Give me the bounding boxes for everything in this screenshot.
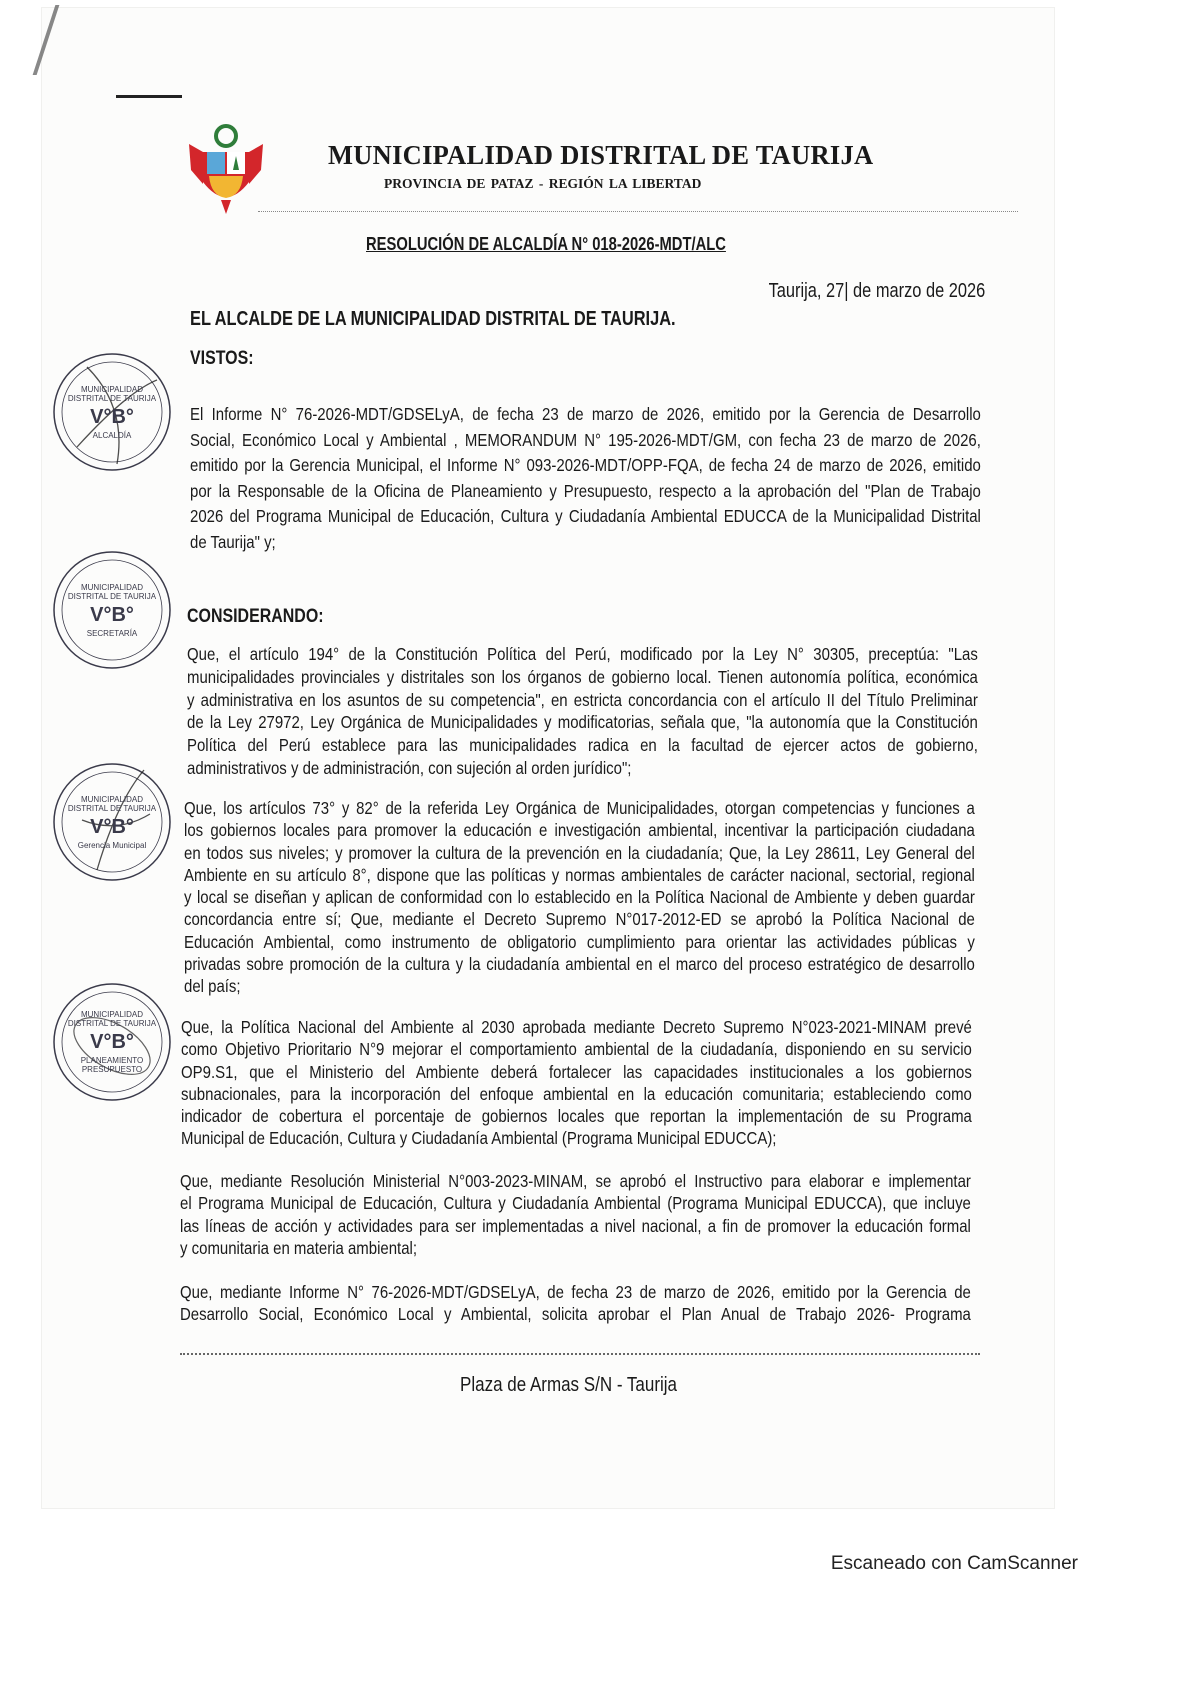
text-line: Social, Económico Local y Ambiental , MEMORANDUM N° 195-2026-MDT/GM, con fecha 23 de marzo de 2026, [190, 429, 981, 450]
considerando-paragraph-4 [180, 1170, 970, 1259]
text-line: el Programa Municipal de Educación, Cultura y Ciudadanía Ambiental (Programa Municipal EDUCCA), que incluye [180, 1193, 971, 1214]
stamp-office-label: Gerencia Municipal [77, 840, 147, 850]
vistos-heading: VISTOS: [190, 348, 254, 369]
text-line: y local se diseñan y aplican de conformidad con lo establecido en la Política Nacional de Ambiente y deben guardar [184, 887, 975, 908]
resolution-title: RESOLUCIÓN DE ALCALDÍA N° 018-2026-MDT/ALC [366, 234, 726, 254]
issuer-heading: EL ALCALDE DE LA MUNICIPALIDAD DISTRITAL DE TAURIJA. [190, 308, 676, 330]
vistos-paragraph [190, 402, 980, 555]
text-line: subnacionales, para la incorporación del enfoque ambiental en la educación comunitaria; estableciendo como [181, 1083, 972, 1104]
text-line: Municipal de Educación, Cultura y Ciudadanía Ambiental (Programa Municipal EDUCCA); [181, 1128, 777, 1149]
text-line: los gobiernos locales para promover la educación e investigación ambiental, incentivar la participación ciudadana [184, 820, 975, 841]
text-line: El Informe N° 76-2026-MDT/GDSELyA, de fecha 23 de marzo de 2026, emitido por la Gerencia de Desarrollo [190, 404, 981, 424]
text-line: Que, la Política Nacional del Ambiente al 2030 aprobada mediante Decreto Supremo N°023-2021-MINAM prevé [181, 1017, 972, 1037]
vobo-stamp-secretaria [52, 550, 172, 670]
text-line: de la Ley 27972, Ley Orgánica de Municipalidades y modificatorias, señala que, "la autonomía que la Constitución [187, 712, 978, 733]
institution-subtitle: PROVINCIA DE PATAZ - REGIÓN LA LIBERTAD [384, 176, 702, 191]
text-line: municipalidades provinciales y distritales son los órganos de gobierno local. Tienen autonomía política, económica [187, 666, 978, 687]
text-line: Que, el artículo 194° de la Constitución Política del Perú, modificado por la Ley N° 30305, preceptúa: "Las [187, 644, 978, 664]
peru-coat-of-arms-logo [185, 122, 267, 217]
document-date: Taurija, 27| de marzo de 2026 [768, 280, 985, 302]
stamp-vobo-label: V°B° [90, 1031, 134, 1053]
stamp-office-label: SECRETARÍA [86, 628, 138, 638]
footer-divider [180, 1353, 980, 1355]
considerando-paragraph-5 [180, 1281, 970, 1326]
footer-address: Plaza de Armas S/N - Taurija [460, 1374, 678, 1396]
text-line: por la Responsable de la Oficina de Planeamiento y Presupuesto, respecto a la aprobación del "Plan de Trabajo [190, 480, 981, 501]
text-line: Que, mediante Informe N° 76-2026-MDT/GDSELyA, de fecha 23 de marzo de 2026, emitido por la Gerencia de [180, 1282, 971, 1302]
text-line: las líneas de acción y actividades para ser implementadas a nivel nacional, a fin de promover la educación formal [180, 1215, 971, 1236]
text-line: de Taurija" y; [190, 531, 276, 552]
considerando-paragraph-2 [184, 797, 974, 998]
text-line: indicador de cobertura el porcentaje de gobiernos locales que reportan la implementación de su Programa [181, 1106, 972, 1127]
stamp-office-label: PLANEAMIENTO PRESUPUESTO [80, 1056, 144, 1074]
text-line: OP9.S1, que el Ministerio del Ambiente deberá fortalecer las capacidades institucionales a los gobiernos [181, 1061, 972, 1082]
header-divider [258, 211, 1018, 212]
text-line: Que, los artículos 73° y 82° de la referida Ley Orgánica de Municipalidades, otorgan competencias y funciones a [184, 798, 975, 818]
stamp-vobo-label: V°B° [90, 815, 134, 838]
text-line: en todos sus niveles; y promover la cultura de la prevención en la ciudadanía; Que, la Ley 28611, Ley General del [184, 842, 975, 863]
stamp-office-label: ALCALDÍA [92, 430, 132, 440]
text-line: como Objetivo Prioritario N°9 mejorar el comportamiento ambiental de la ciudadanía, disponiendo en su servicio [181, 1039, 972, 1060]
text-line: Ambiente en su artículo 8°, dispone que las políticas y normas ambientales de carácter nacional, sectorial, regional [184, 864, 975, 885]
stamp-vobo-label: V°B° [90, 603, 134, 626]
considerando-paragraph-3 [181, 1016, 971, 1150]
text-line: Que, mediante Resolución Ministerial N°003-2023-MINAM, se aprobó el Instructivo para elaborar e implementar [180, 1171, 971, 1191]
text-line: emitido por la Gerencia Municipal, el Informe N° 093-2026-MDT/OPP-FQA, de fecha 24 de marzo de 2026, emitido [190, 455, 981, 475]
text-line: Educación Ambiental, como instrumento de obligatorio cumplimiento para orientar las actividades públicas y [184, 931, 975, 952]
text-line: 2026 del Programa Municipal de Educación, Cultura y Ciudadanía Ambiental EDUCCA de la Municipalidad Distrital [190, 506, 981, 526]
institution-name: MUNICIPALIDAD DISTRITAL DE TAURIJA [328, 140, 874, 170]
stamp-ring-label: MUNICIPALIDAD DISTRITAL DE TAURIJA [67, 1010, 157, 1028]
pen-mark [116, 95, 182, 98]
scanner-watermark: Escaneado con CamScanner [830, 1553, 1078, 1574]
text-line: y administrativa en los asuntos de su competencia", en estricta concordancia con el artículo II del Título Preliminar [187, 689, 978, 710]
text-line: administrativos y de administración, con sujeción al orden jurídico"; [187, 757, 632, 778]
vobo-stamp-gerencia-municipal [52, 762, 172, 882]
stamp-ring-label: MUNICIPALIDAD DISTRITAL DE TAURIJA [67, 582, 157, 601]
text-line: concordancia entre sí; Que, mediante el Decreto Supremo N°017-2012-ED se aprobó la Política Nacional de [184, 909, 975, 930]
vobo-stamp-planeamiento-presupuesto [52, 982, 172, 1102]
text-line: Desarrollo Social, Económico Local y Ambiental, solicita aprobar el Plan Anual de Trabajo 2026- Programa [180, 1304, 971, 1325]
stamp-ring-label: MUNICIPALIDAD DISTRITAL DE TAURIJA [67, 384, 157, 403]
text-line: Política del Perú establece para las municipalidades radica en la facultad de ejercer actos de gobierno, [187, 735, 978, 756]
stamp-vobo-label: V°B° [90, 405, 134, 428]
stamp-ring-label: MUNICIPALIDAD DISTRITAL DE TAURIJA [67, 794, 157, 813]
considerando-heading: CONSIDERANDO: [187, 606, 324, 627]
vobo-stamp-alcaldia [52, 352, 172, 472]
text-line: y comunitaria en materia ambiental; [180, 1237, 418, 1258]
text-line: privadas sobre promoción de la cultura y la ciudadanía ambiental en el marco del proceso estratégico de desarrollo [184, 954, 975, 975]
text-line: del país; [184, 976, 241, 997]
considerando-paragraph-1 [187, 643, 977, 780]
